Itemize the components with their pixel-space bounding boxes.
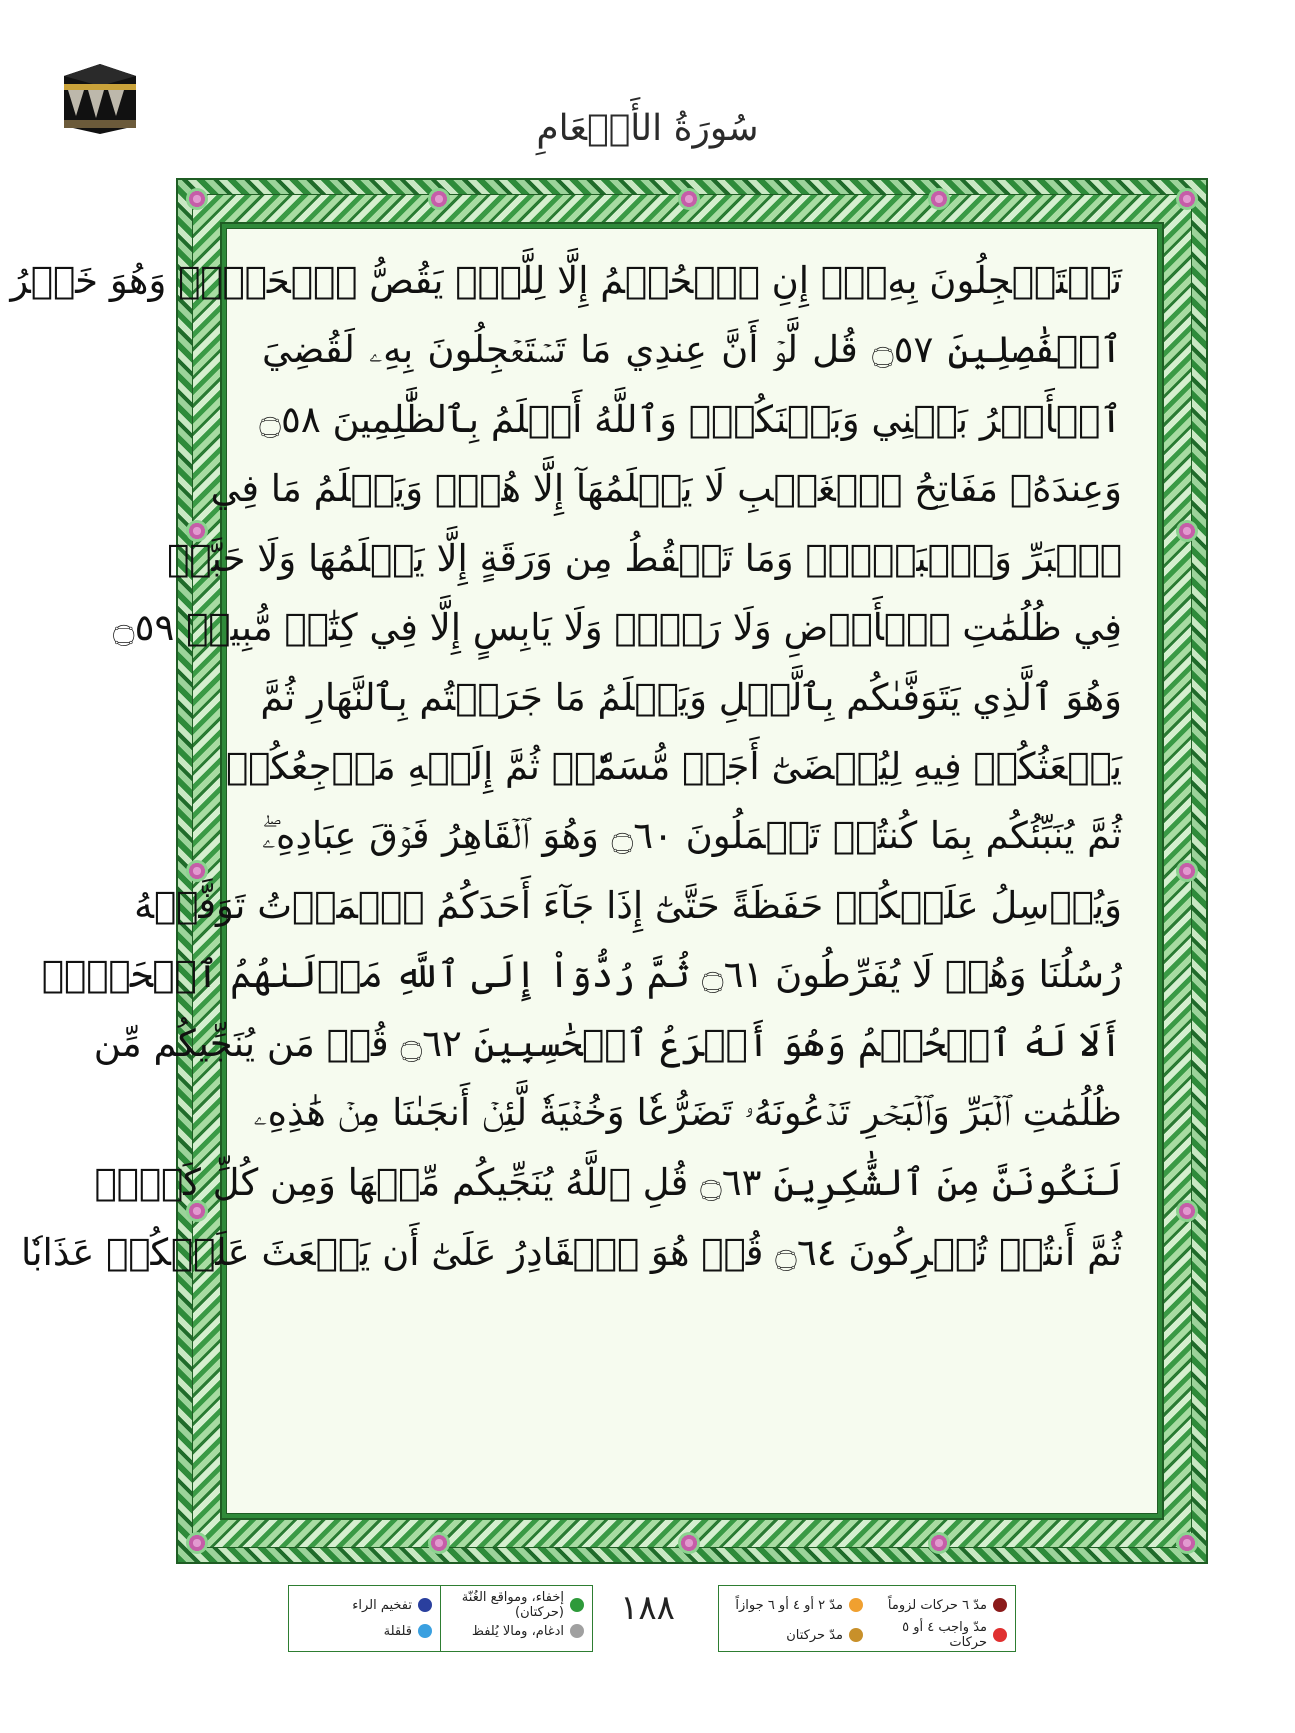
legend-label: ادغام، ومالا يُلفظ [471,1623,564,1639]
tajweed-legend-right [718,1585,1016,1652]
border-ornament-icon [928,1532,950,1554]
dot-icon [849,1628,863,1642]
border-ornament-icon [1176,860,1198,882]
verse-line: وَعِندَهُۥ مَفَاتِحُ ٱلۡغَيۡبِ لَا يَعۡلَمُهَآ إِلَّا هُوَۚ وَيَعۡلَمُ مَا فِي [210,467,1122,511]
border-ornament-icon [678,1532,700,1554]
verse-line: فِي ظُلُمَٰتِ ٱلۡأَرۡضِ وَلَا رَطۡبٖ وَلَا يَابِسٍ إِلَّا فِي كِتَٰبٖ مُّبِينٖ ۝٥٩ [112,606,1122,650]
legend-column [289,1586,441,1651]
legend-label: مدّ واجب ٤ أو ٥ حركات [902,1620,987,1650]
border-ornament-icon [1176,520,1198,542]
legend-item [871,1592,1007,1618]
verse-line: تَسۡتَعۡجِلُونَ بِهِۦٓۚ إِنِ ٱلۡحُكۡمُ إِلَّا لِلَّهِۖ يَقُصُّ ٱلۡحَقَّۖ وَهُوَ خَيۡرُ [10,259,1122,303]
legend-label: إخفاء، ومواقع الغُنّة (حركتان) [461,1590,564,1620]
verse-line: ثُمَّ يُنَبِّئُكُم بِمَا كُنتُمۡ تَعۡمَلُونَ ۝٦٠ وَهُوَ ٱلۡقَاهِرُ فَوۡقَ عِبَادِهِۦۖ [262,813,1122,857]
verse-line: وَهُوَ ٱلَّذِي يَتَوَفَّىٰكُم بِٱلَّيۡلِ وَيَعۡلَمُ مَا جَرَحۡتُم بِٱلنَّهَارِ ثُمَّ [260,675,1122,719]
verse-line: ٱلۡفَٰصِلِينَ ۝٥٧ قُل لَّوۡ أَنَّ عِندِي مَا تَسۡتَعۡجِلُونَ بِهِۦ لَقُضِيَ [262,328,1122,372]
border-ornament-icon [928,188,950,210]
border-ornament-icon [428,188,450,210]
dot-icon [418,1624,432,1638]
verse-line: ثُمَّ أَنتُمۡ تُشۡرِكُونَ ۝٦٤ قُلۡ هُوَ ٱلۡقَادِرُ عَلَىٰٓ أَن يَبۡعَثَ عَلَيۡكُمۡ عَذَابٗا [20,1230,1122,1274]
border-ornament-icon [1176,1200,1198,1222]
dot-icon [993,1628,1007,1642]
verse-line: ظُلُمَٰتِ ٱلۡبَرِّ وَٱلۡبَحۡرِ تَدۡعُونَهُۥ تَضَرُّعٗا وَخُفۡيَةٗ لَّئِنۡ أَنجَىٰنَا مِنۡ هَٰذِهِۦ [253,1091,1122,1135]
surah-title: سُورَةُ الأَنۡعَامِ [536,108,759,149]
legend-item [871,1622,1007,1648]
verse-line: أَلَا لَهُ ٱلۡحُكۡمُ وَهُوَ أَسۡرَعُ ٱلۡحَٰسِبِينَ ۝٦٢ قُلۡ مَن يُنَجِّيكُم مِّن [93,1022,1122,1066]
verse-line: وَيُرۡسِلُ عَلَيۡكُمۡ حَفَظَةً حَتَّىٰٓ إِذَا جَآءَ أَحَدَكُمُ ٱلۡمَوۡتُ تَوَفَّتۡهُ [134,883,1122,927]
tajweed-legend-left [288,1585,593,1652]
dot-icon [418,1598,432,1612]
corner-ornament-icon [186,188,208,210]
verse-line: لَنَكُونَنَّ مِنَ ٱلشَّٰكِرِينَ ۝٦٣ قُلِ ٱللَّهُ يُنَجِّيكُم مِّنۡهَا وَمِن كُلِّ كَرۡبٖ [94,1161,1122,1205]
verse-line: رُسُلُنَا وَهُمۡ لَا يُفَرِّطُونَ ۝٦١ ثُمَّ رُدُّوٓاْ إِلَى ٱللَّهِ مَوۡلَىٰهُمُ ٱلۡحَقِّۚ [41,953,1122,997]
dot-icon [849,1598,863,1612]
corner-ornament-icon [186,1532,208,1554]
legend-label: مدّ ٦ حركات لزوماً [887,1597,987,1613]
verse-lines [10,246,1122,1287]
border-ornament-icon [428,1532,450,1554]
page-number: ١٨٨ [620,1588,675,1628]
legend-label: قلقلة [383,1623,412,1639]
legend-label: تفخيم الراء [352,1597,412,1613]
legend-item [727,1622,863,1648]
dot-icon [993,1598,1007,1612]
legend-item [727,1592,863,1618]
corner-ornament-icon [1176,1532,1198,1554]
border-ornament-icon [186,860,208,882]
legend-grid [719,1586,1015,1654]
legend-label: مدّ ٢ أو ٤ أو ٦ جوازاً [735,1597,843,1613]
legend-item [297,1618,432,1644]
legend-item [297,1592,432,1618]
verse-line: ٱلۡبَرِّ وَٱلۡبَحۡرِۚ وَمَا تَسۡقُطُ مِن وَرَقَةٍ إِلَّا يَعۡلَمُهَا وَلَا حَبَّةٖ [167,536,1122,580]
corner-ornament-icon [1176,188,1198,210]
legend-label: مدّ حركتان [786,1627,843,1643]
border-ornament-icon [678,188,700,210]
verse-line: يَبۡعَثُكُمۡ فِيهِ لِيُقۡضَىٰٓ أَجَلٞ مُّسَمّٗىۖ ثُمَّ إِلَيۡهِ مَرۡجِعُكُمۡ [225,744,1122,788]
verse-line: ٱلۡأَمۡرُ بَيۡنِي وَبَيۡنَكُمۡۗ وَٱللَّهُ أَعۡلَمُ بِٱلظَّٰلِمِينَ ۝٥٨ [259,397,1122,441]
